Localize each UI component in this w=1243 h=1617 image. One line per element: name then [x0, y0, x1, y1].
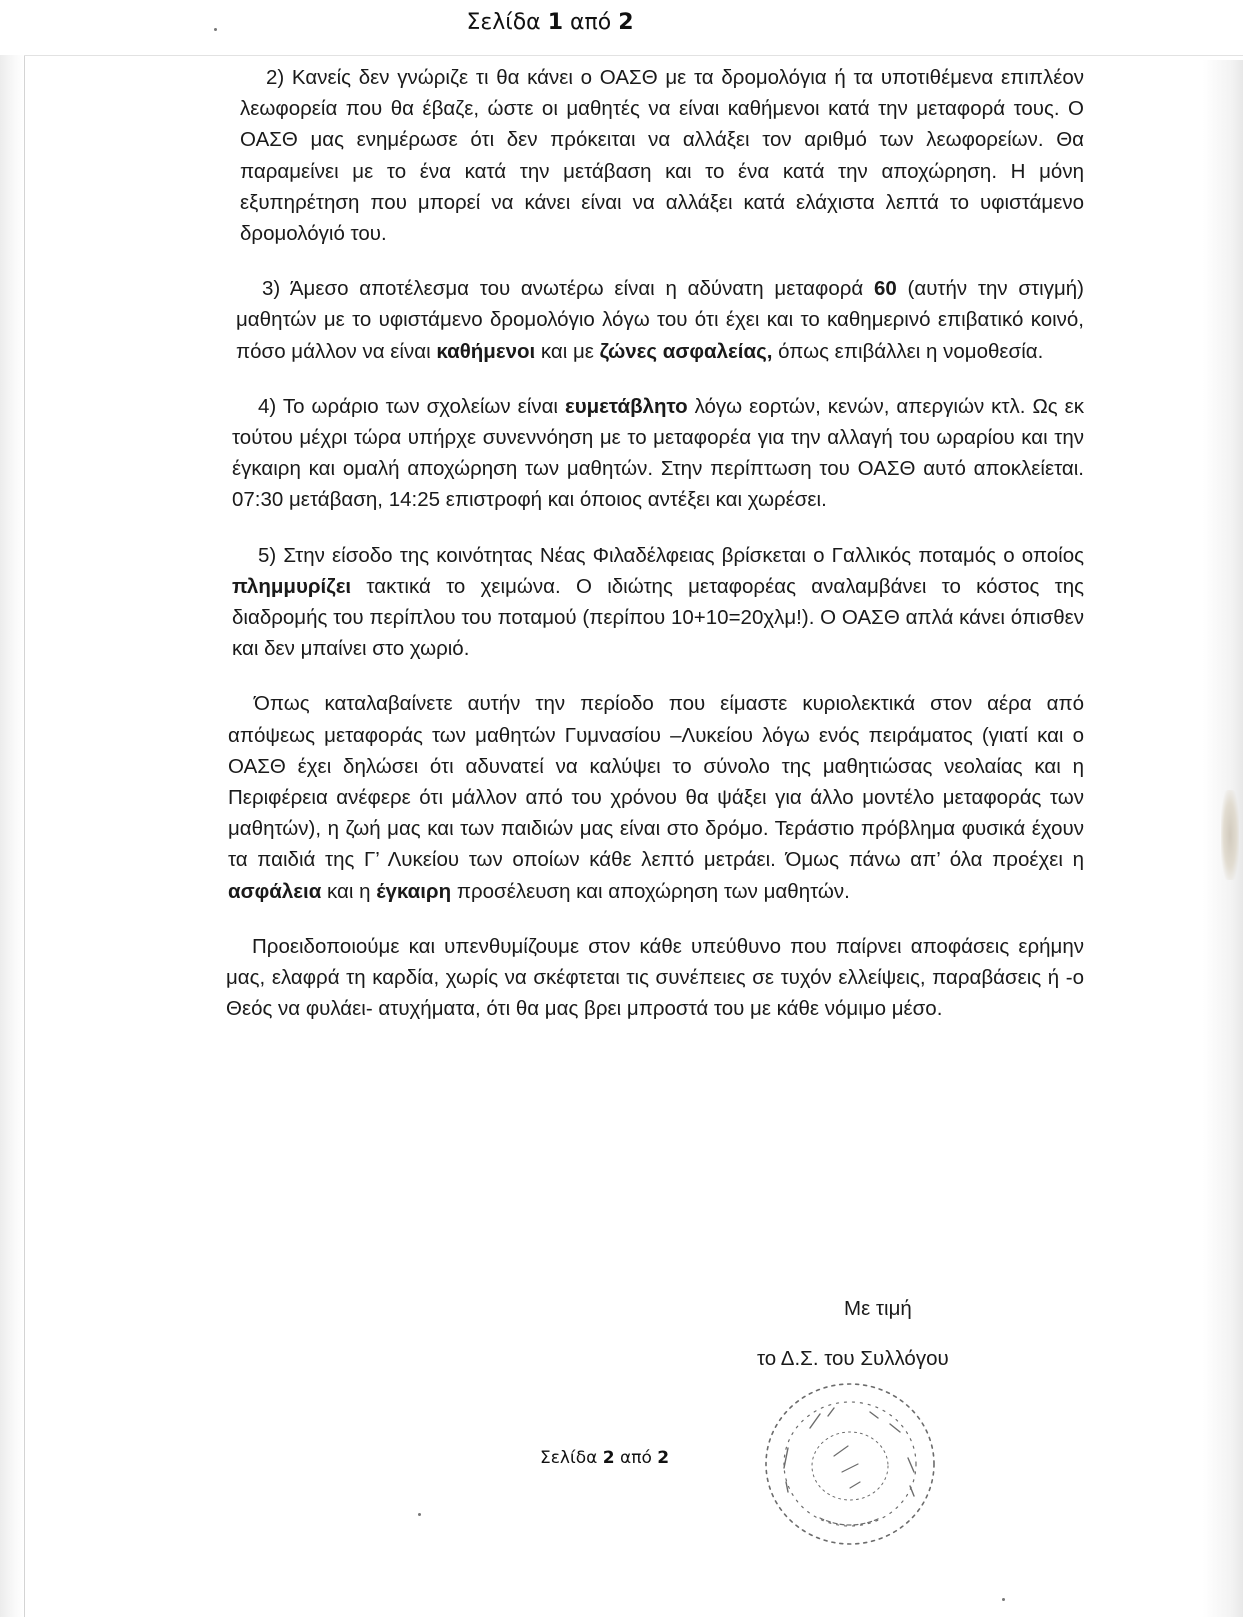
paragraph-6-text-a: Όπως καταλαβαίνετε αυτήν την περίοδο που είμαστε κυριολεκτικά στον αέρα από απόψεως μεταφοράς των μαθητών Γυμνασίου –Λυκείου λόγω ενός πειράματος (γιατί και ο ΟΑΣΘ έχει δηλώσει ότι αδυνατεί να καλύψει το σύνολο της μαθητιώσας νεολαίας και η Περιφέρεια ανέφερε ότι μάλλον από του χρόνου θα ψάξει για άλλο μοντέλο μεταφοράς των μαθητών), η ζωή μας και των παιδιών μας είναι στο δρόμο. Τεράστιο πρόβλημα φυσικά έχουν τα παιδιά της Γ’ Λυκείου των οποίων κάθε λεπτό μετράει. Όμως πάνω απ’ όλα προέχει η [228, 692, 1084, 872]
paragraph-7-text: Προειδοποιούμε και υπενθυμίζουμε στον κάθε υπεύθυνο που παίρνει αποφάσεις ερήμην μας, ελαφρά τη καρδία, χωρίς να σκέφτεται τις συνέπειες σε τυχόν ελλείψεις, παραβάσεις ή -ο Θεός να φυλάει- ατυχήματα, ότι θα μας βρει μπροστά του με κάθε νόμιμο μέσο. [226, 934, 1084, 1021]
paragraph-4 [232, 391, 1084, 516]
closing-regards: Με τιμή [844, 1297, 912, 1320]
paragraph-5-bold-a: πλημμυρίζει [232, 574, 352, 598]
page-header [0, 10, 1100, 35]
header-page-label: Σελίδα [466, 10, 541, 35]
paragraph-2 [240, 62, 1084, 249]
footer-page-current: 2 [602, 1448, 615, 1468]
paragraph-6-bold-a: ασφάλεια [228, 879, 322, 903]
footer-page-of: από [620, 1448, 652, 1468]
paragraph-3-bold-a: 60 [873, 277, 897, 301]
paragraph-3-bold-b: καθήμενοι [436, 339, 536, 363]
scan-edge-top [24, 55, 1243, 56]
paragraph-3-text-a: 3) Άμεσο αποτέλεσμα του ανωτέρω είναι η αδύνατη μεταφορά [262, 277, 874, 301]
paragraph-4-text-a: 4) Το ωράριο των σχολείων είναι [258, 394, 565, 418]
letter-body [226, 62, 1084, 1048]
paragraph-3 [236, 273, 1084, 367]
header-page-current: 1 [547, 10, 563, 35]
header-page-of: από [570, 10, 612, 35]
paragraph-6-bold-b: έγκαιρη [376, 879, 452, 903]
paragraph-3-text-c: και με [535, 339, 600, 363]
paragraph-3-text-d: όπως επιβάλλει η νομοθεσία. [772, 339, 1044, 363]
paragraph-2-text: 2) Κανείς δεν γνώριζε τι θα κάνει ο ΟΑΣΘ με τα δρομολόγια ή τα υποτιθέμενα επιπλέον λεωφορεία που θα έβαζε, ώστε οι μαθητές να είναι καθήμενοι κατά την μεταφορά τους. Ο ΟΑΣΘ μας ενημέρωσε ότι δεν πρόκειται να αλλάξει τον αριθμό των λεωφορείων. Θα παραμείνει με το ένα κατά την μετάβαση και το ένα κατά την αποχώρηση. Η μόνη εξυπηρέτηση που μπορεί να κάνει είναι να αλλάξει κατά ελάχιστα λεπτά το υφιστάμενο δρομολόγιό του. [240, 66, 1084, 246]
scan-speck [418, 1513, 421, 1516]
scan-edge-line [24, 55, 25, 1617]
footer-page-label: Σελίδα [540, 1448, 598, 1468]
page-footer [540, 1448, 669, 1468]
paragraph-4-bold-a: ευμετάβλητο [564, 394, 688, 418]
scan-edge-left [0, 55, 24, 1617]
footer-page-total: 2 [657, 1448, 670, 1468]
paragraph-5-text-a: 5) Στην είσοδο της κοινότητας Νέας Φιλαδέλφειας βρίσκεται ο Γαλλικός ποταμός ο οποίος [258, 543, 1084, 567]
paragraph-3-bold-c: ζώνες ασφαλείας, [599, 339, 773, 363]
paragraph-3-text-b: (αυτήν την στιγμή) μαθητών με το υφιστάμενο δρομολόγιο λόγω του ότι έχει και το καθημερινό επιβατικό κοινό, πόσο μάλλον να είναι [236, 277, 1084, 363]
paragraph-6 [228, 688, 1084, 906]
paragraph-6-text-b: και η [321, 879, 377, 903]
closing-signatory: το Δ.Σ. του Συλλόγου [757, 1347, 949, 1370]
paragraph-6-text-c: προσέλευση και αποχώρηση των μαθητών. [451, 879, 850, 903]
header-page-total: 2 [618, 10, 634, 35]
paragraph-4-text-b: λόγω εορτών, κενών, απεργιών κτλ. Ως εκ τούτου μέχρι τώρα υπήρχε συνεννόηση με το μεταφορέα για την αλλαγή του ωραρίου και την έγκαιρη και ομαλή αποχώρηση των μαθητών. Στην περίπτωση του ΟΑΣΘ αυτό αποκλείεται. 07:30 μετάβαση, 14:25 επιστροφή και όποιος αντέξει και χωρέσει. [232, 394, 1085, 512]
scan-speck [1002, 1598, 1005, 1601]
paragraph-5 [232, 540, 1084, 665]
paragraph-5-text-b: τακτικά το χειμώνα. Ο ιδιώτης μεταφορέας αναλαμβάνει το κόστος της διαδρομής του περίπλου του ποταμού (περίπου 10+10=20χλμ!). Ο ΟΑΣΘ απλά κάνει όπισθεν και δεν μπαίνει στο χωριό. [232, 574, 1084, 661]
paragraph-7 [226, 931, 1084, 1025]
scan-stain [1221, 790, 1239, 880]
association-stamp [750, 1368, 950, 1558]
scan-speck [214, 28, 217, 31]
